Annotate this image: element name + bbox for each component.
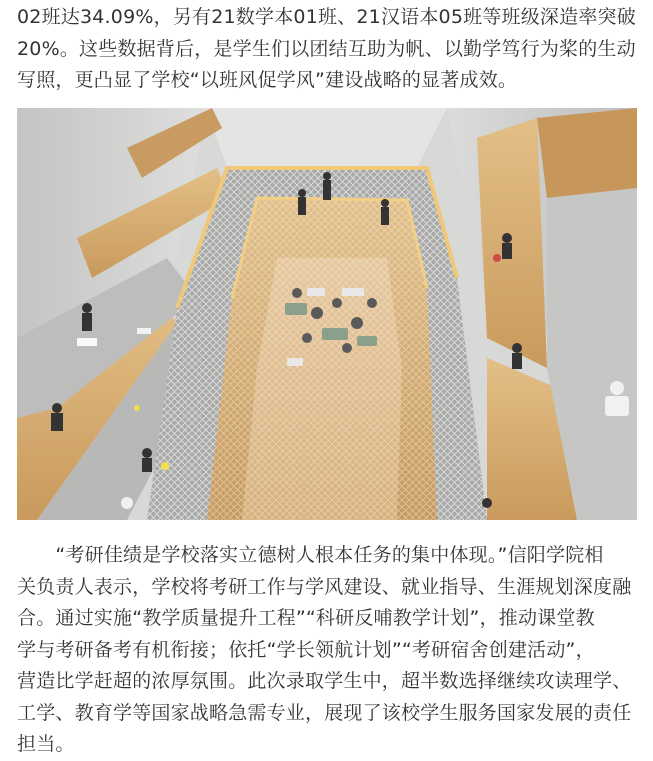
paragraph-line: 工学、教育学等国家战略急需专业，展现了该校学生服务国家发展的责任 [17, 701, 632, 724]
paragraph-line: 合。通过实施“教学质量提升工程”“科研反哺教学计划”，推动课堂教 [17, 607, 595, 629]
paragraph-line: “考研佳绩是学校落实立德树人根本任务的集中体现。”信阳学院相 [17, 544, 604, 566]
paragraph-line: 02班达34.09%，另有21数学本01班、21汉语本05班等班级深造率突破 [17, 6, 636, 28]
paragraph-line: 20%。这些数据背后，是学生们以团结互助为帆、以勤学笃行为桨的生动 [17, 37, 636, 60]
paragraph-line: 关负责人表示，学校将考研工作与学风建设、就业指导、生涯规划深度融 [17, 575, 632, 598]
paragraph-line: 担当。 [17, 733, 75, 755]
article-paragraph-bottom [17, 540, 637, 761]
article-paragraph-top [17, 2, 637, 97]
paragraph-line: 营造比学赶超的浓厚氛围。此次录取学生中，超半数选择继续攻读理学、 [17, 670, 632, 692]
paragraph-line: 学与考研备考有机衔接；依托“学长领航计划”“考研宿舍创建活动”， [17, 638, 595, 661]
library-atrium-photo [17, 108, 637, 520]
paragraph-line: 写照，更凸显了学校“以班风促学风”建设战略的显著成效。 [17, 69, 518, 91]
